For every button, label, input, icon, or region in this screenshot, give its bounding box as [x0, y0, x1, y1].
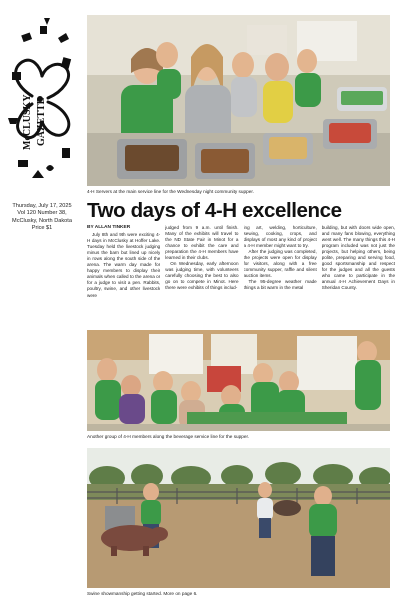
issue-info [4, 203, 80, 233]
photo-beverage-line [87, 330, 390, 431]
article-column-1 [87, 225, 160, 327]
article-headline: Two days of 4-H excellence [87, 199, 342, 222]
article-body [87, 225, 395, 327]
photo-caption-swine-show: Swine showmanship getting started. More on page 6. [87, 591, 198, 596]
photo-caption-beverage-line: Another group of 4-H members along the beverage service line for the supper. [87, 434, 250, 439]
photo-caption-servers: 4-H Servers at the main service line for the Wednesday night community supper. [87, 189, 254, 194]
photo-swine-show [87, 448, 390, 588]
article-column-3 [244, 225, 317, 327]
masthead-name-line2: GAZETTE [36, 97, 47, 146]
photo-servers [87, 15, 390, 186]
article-paragraph: July 8th and 9th were exciting 4-H days in McClusky at Hoffer Lake. Tuesday held the livestock judging minus the barn but lined up nicely in rows along the south side of the arena. The warm day made for happy members to display their animals when called to the arena or for a judge to visit a pen. Rabbits, poultry, swine, and other livestock were [87, 232, 161, 298]
article-column-2 [165, 225, 238, 327]
article-paragraph: After the judging was completed, the projects were open for display for visitors, along with a free community supper, raffle and silent auction items. [243, 249, 317, 279]
article-byline: BY ALLAN TINKER [87, 225, 131, 230]
issue-date: Thursday, July 17, 2025 [12, 203, 72, 209]
article-paragraph: The 95-degree weather made things a bit warm in the metal [243, 279, 317, 291]
masthead-name-line1: McCLUSKY [22, 94, 33, 150]
issue-price: Price $1 [31, 225, 53, 232]
masthead-title [12, 74, 62, 154]
article-column-4 [322, 225, 395, 327]
masthead-logo [2, 8, 80, 198]
article-paragraph: building, but with doors wide open, and many fans blowing, everything went well. The many things this 4-H program included was not just the projects, but helping others, being polite, preparing and serving food, good sportsmanship and respect for the judges and all the guests who came to participate in the annual 4-H Achievement Days in Sheridan County. [321, 225, 395, 291]
issue-location: McClusky, North Dakota [12, 217, 72, 224]
article-paragraph: judged from 9 a.m. until finish. Many of the exhibits will travel to the ND State Fair in Minot for a chance to exhibit the care and preparation the 4-H members have learned in their clubs. [165, 225, 239, 261]
article-paragraph: On Wednesday, early afternoon was judging time, with volunteers carefully choosing the best to also go on to compete in Minot. Here there were exhibits of things includ- [165, 261, 239, 291]
article-paragraph: ing art, welding, horticulture, sewing, cooking, crops, and displays of most any kind of project a 4-H member might want to try. [243, 225, 317, 249]
issue-volume: Vol 120 Number 38, [17, 210, 67, 217]
